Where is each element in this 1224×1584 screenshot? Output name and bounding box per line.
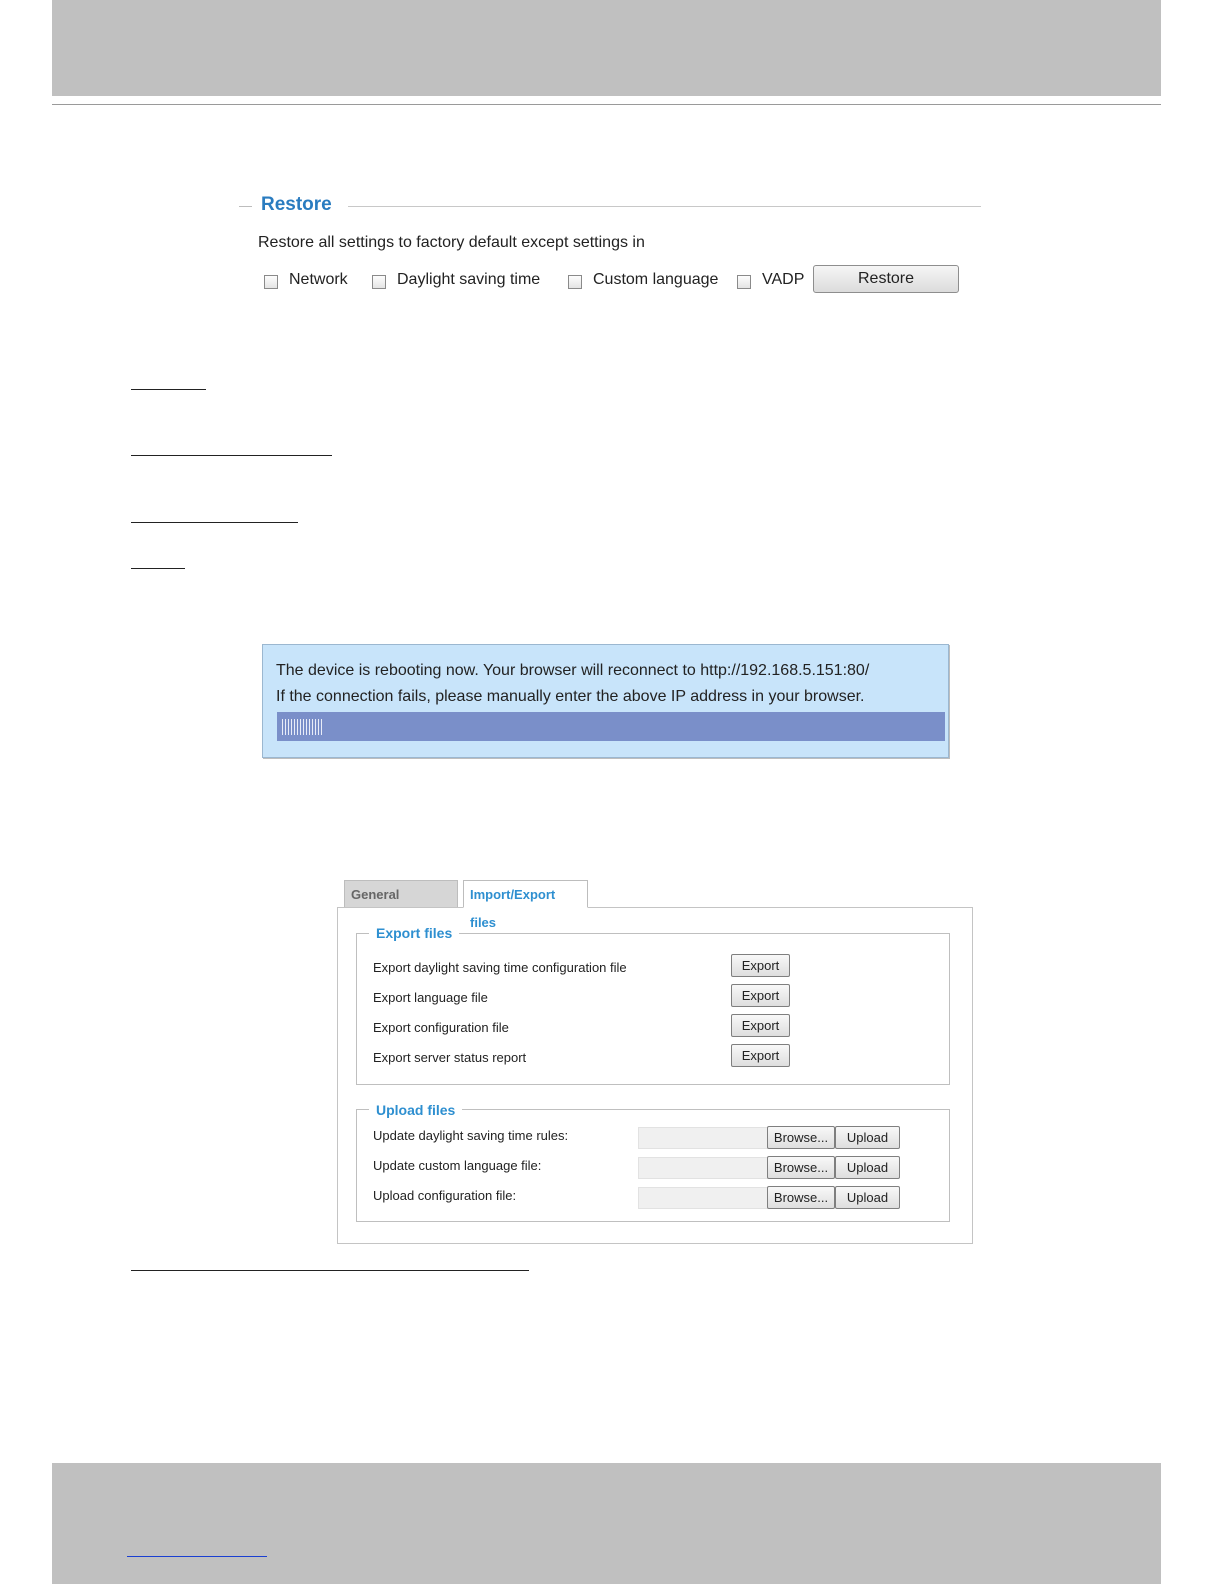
upload-language-file-input[interactable] bbox=[638, 1157, 768, 1179]
reboot-message-line-2: If the connection fails, please manually enter the above IP address in your browser. bbox=[276, 688, 865, 705]
restore-button[interactable]: Restore bbox=[813, 265, 959, 293]
network-checkbox-label: Network bbox=[289, 271, 348, 288]
vadp-checkbox[interactable] bbox=[737, 275, 751, 289]
upload-files-legend: Upload files bbox=[369, 1102, 462, 1118]
upload-configuration-file-input[interactable] bbox=[638, 1187, 768, 1209]
upload-dst-rules-upload-button[interactable]: Upload bbox=[835, 1126, 900, 1149]
export-files-legend: Export files bbox=[369, 925, 459, 941]
upload-dst-rules-file-input[interactable] bbox=[638, 1127, 768, 1149]
export-status-report-label: Export server status report bbox=[373, 1050, 527, 1065]
custom-language-checkbox-label: Custom language bbox=[593, 271, 719, 288]
export-configuration-button[interactable]: Export bbox=[731, 1014, 790, 1037]
reboot-message-line-1: The device is rebooting now. Your browser will reconnect to http://192.168.5.151:80/ bbox=[276, 662, 870, 679]
upload-configuration-browse-button[interactable]: Browse... bbox=[767, 1186, 835, 1209]
daylight-saving-checkbox-label: Daylight saving time bbox=[397, 271, 541, 288]
reboot-progress-ticks bbox=[282, 719, 322, 735]
page-footer-band bbox=[52, 1463, 1161, 1584]
restore-legend-dash bbox=[239, 206, 252, 207]
upload-language-browse-button[interactable]: Browse... bbox=[767, 1156, 835, 1179]
underline-rule-2 bbox=[131, 455, 332, 456]
export-language-label: Export language file bbox=[373, 990, 488, 1005]
export-status-report-button[interactable]: Export bbox=[731, 1044, 790, 1067]
export-language-button[interactable]: Export bbox=[731, 984, 790, 1007]
export-dst-config-label: Export daylight saving time configuration file bbox=[373, 960, 627, 975]
vadp-checkbox-label: VADP bbox=[762, 271, 805, 288]
reboot-progress-bar bbox=[277, 712, 945, 741]
underline-rule-3 bbox=[131, 522, 298, 523]
upload-configuration-upload-button[interactable]: Upload bbox=[835, 1186, 900, 1209]
custom-language-checkbox[interactable] bbox=[568, 275, 582, 289]
header-divider bbox=[52, 104, 1161, 105]
underline-rule-5 bbox=[131, 1270, 529, 1271]
upload-configuration-label: Upload configuration file: bbox=[373, 1188, 517, 1203]
upload-language-upload-button[interactable]: Upload bbox=[835, 1156, 900, 1179]
upload-dst-rules-browse-button[interactable]: Browse... bbox=[767, 1126, 835, 1149]
daylight-saving-checkbox[interactable] bbox=[372, 275, 386, 289]
upload-language-label: Update custom language file: bbox=[373, 1158, 542, 1173]
export-configuration-label: Export configuration file bbox=[373, 1020, 509, 1035]
footer-link[interactable] bbox=[127, 1556, 267, 1557]
network-checkbox[interactable] bbox=[264, 275, 278, 289]
restore-title: Restore bbox=[261, 194, 332, 215]
underline-rule-4 bbox=[131, 568, 185, 569]
tab-general-settings[interactable]: General bbox=[344, 880, 458, 908]
restore-description: Restore all settings to factory default except settings in bbox=[258, 234, 645, 251]
tab-import-export-files[interactable]: Import/Export files bbox=[463, 880, 588, 908]
upload-dst-rules-label: Update daylight saving time rules: bbox=[373, 1128, 569, 1143]
restore-legend-rule bbox=[348, 206, 981, 207]
underline-rule-1 bbox=[131, 389, 206, 390]
page-header-band bbox=[52, 0, 1161, 96]
export-dst-config-button[interactable]: Export bbox=[731, 954, 790, 977]
